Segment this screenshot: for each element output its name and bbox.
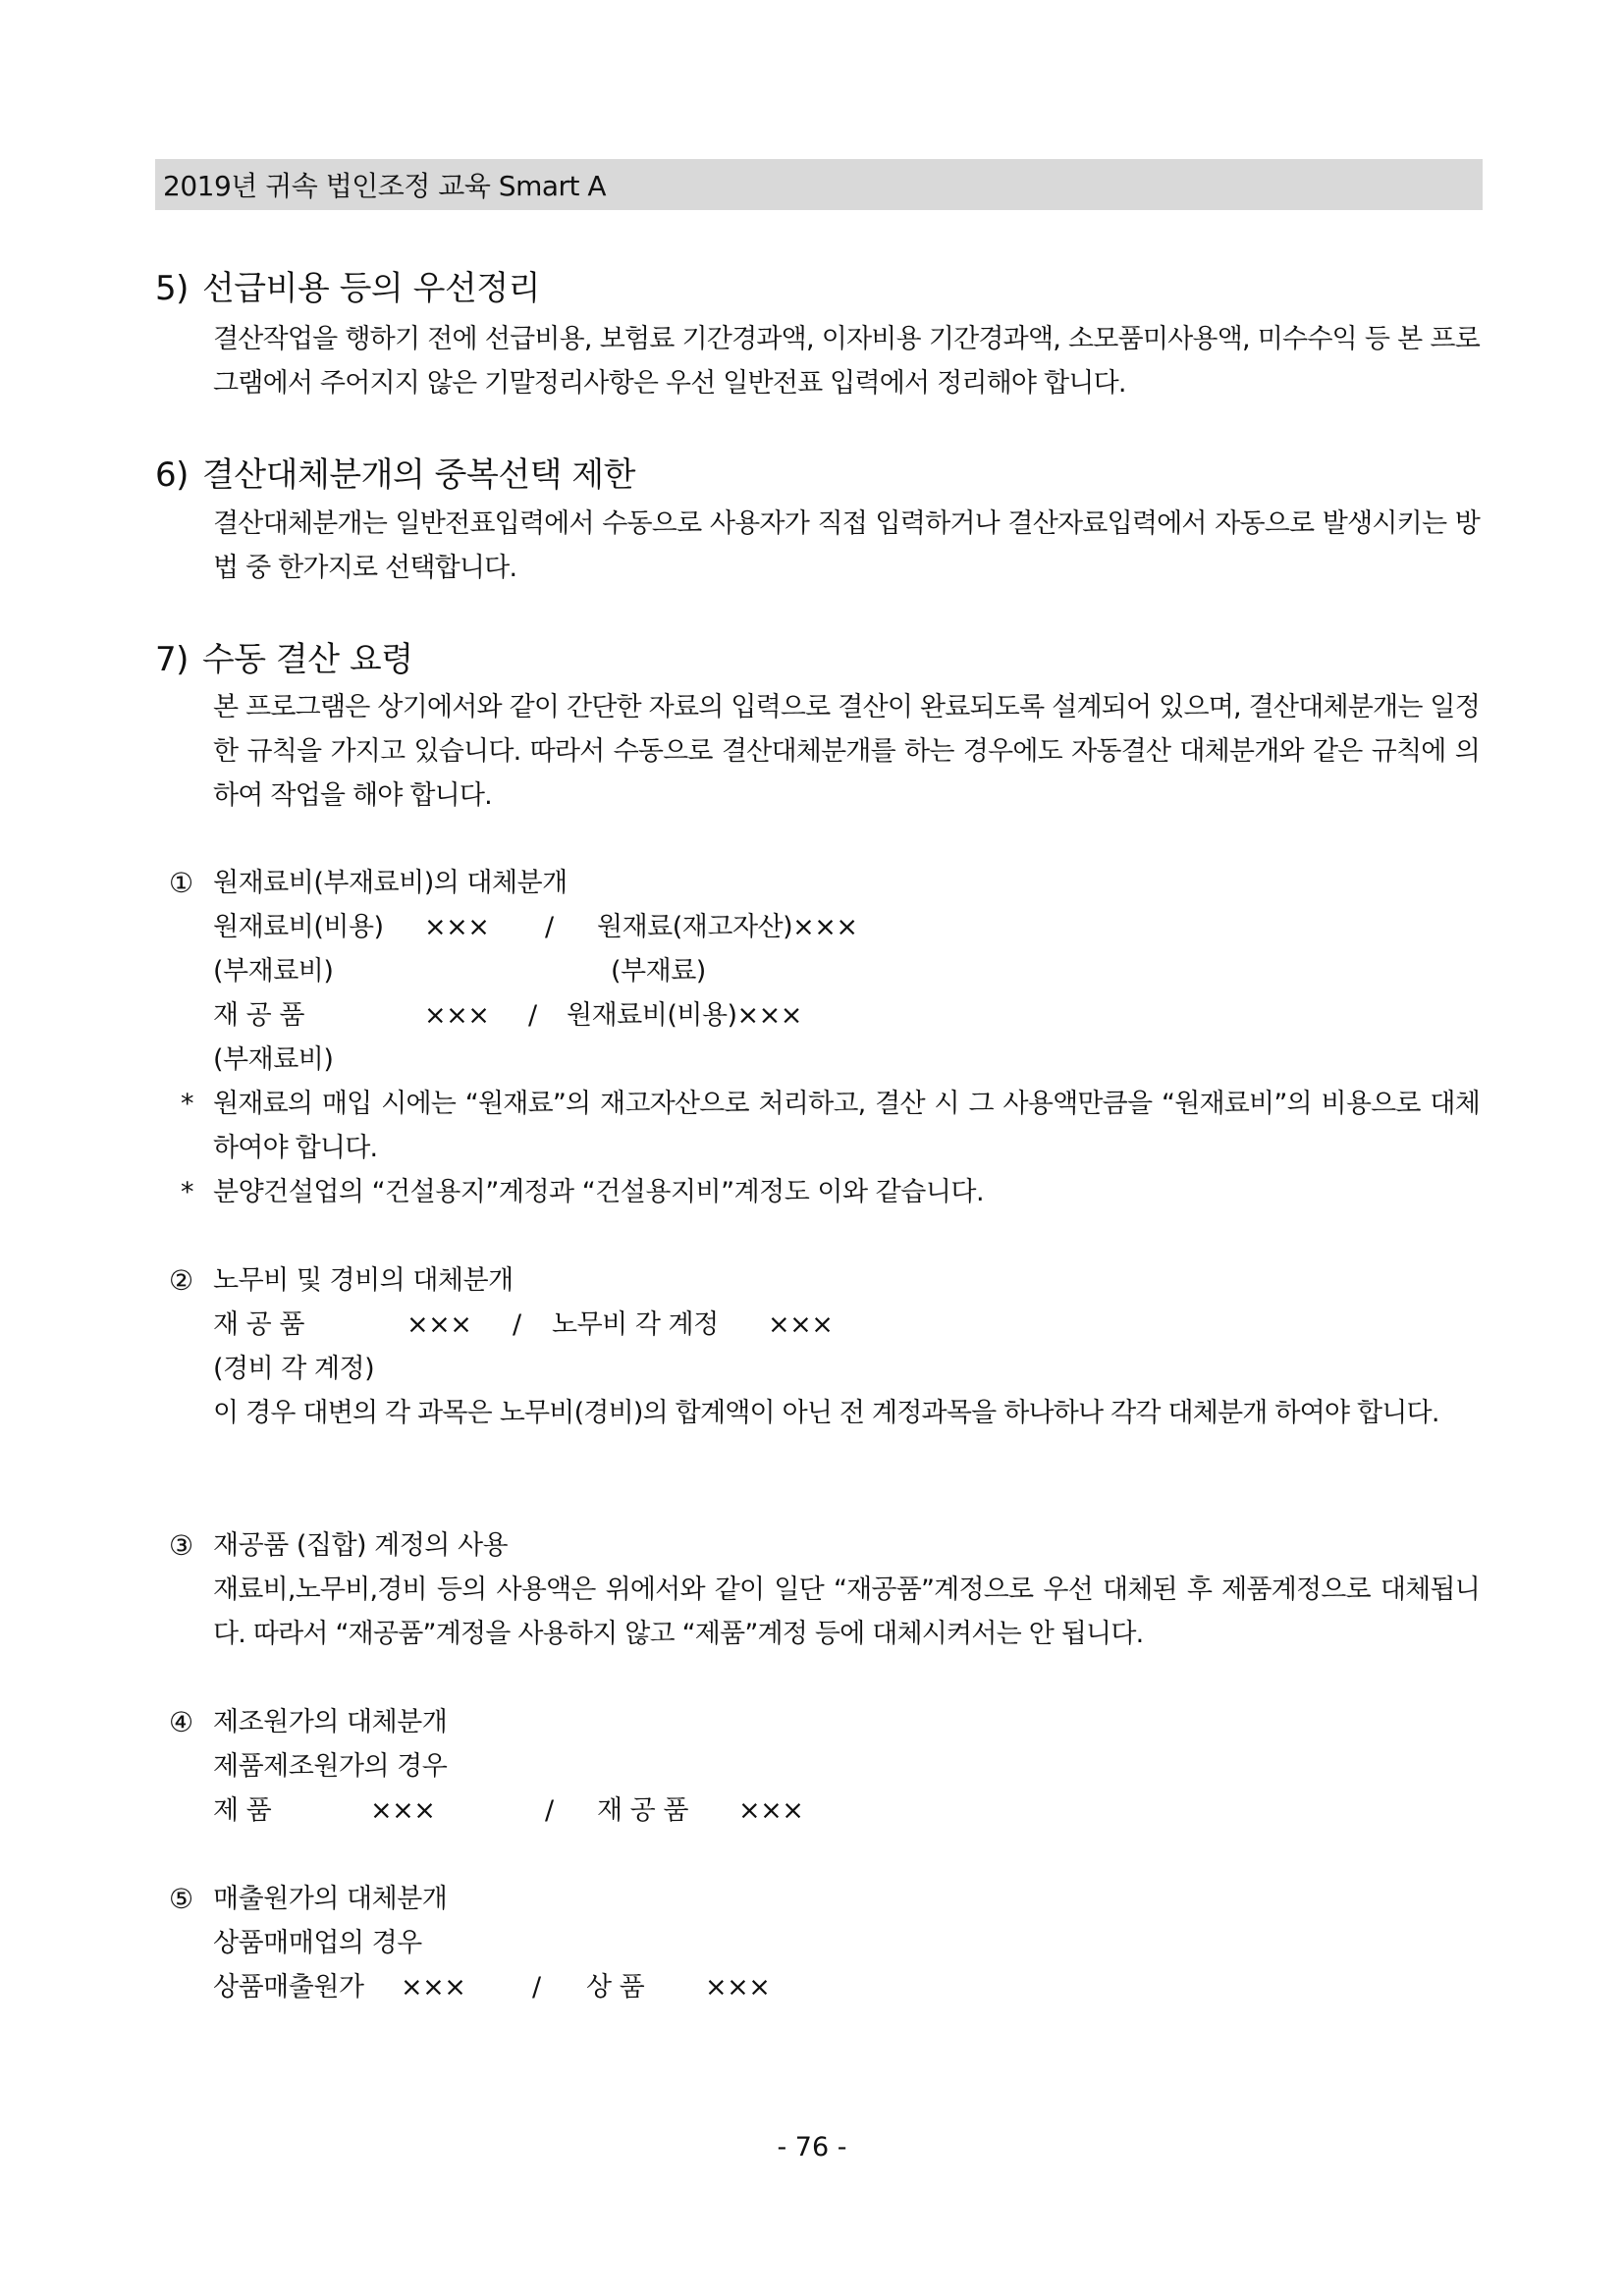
- item-4-subtitle: 제품제조원가의 경우: [213, 1751, 448, 1782]
- item-5-subtitle: 상품매매업의 경우: [213, 1928, 422, 1958]
- item-1-note2: 분양건설업의 “건설용지”계정과 “건설용지비”계정도 이와 같습니다.: [213, 1177, 985, 1207]
- section-5-number: 5): [155, 269, 189, 308]
- item-2-row1-amount: ×××: [406, 1309, 472, 1340]
- item-5-row1-amount: ×××: [401, 1972, 466, 2002]
- item-2-title: 노무비 및 경비의 대체분개: [213, 1265, 514, 1296]
- item-2-body: 이 경우 대변의 각 과목은 노무비(경비)의 합계액이 아닌 전 계정과목을 하나하나 각각 대체분개 하여야 합니다.: [213, 1398, 1439, 1428]
- item-4-marker: ④: [169, 1706, 194, 1738]
- item-3-body: 재료비,노무비,경비 등의 사용액은 위에서와 같이 일단 “재공품”계정으로 우선 대체된 후 제품계정으로 대체됩니다. 따라서 “재공품”계정을 사용하지 않고 “제품”계정 등에 대체시켜서는 안 됩니다.: [213, 1575, 1480, 1649]
- section-6-title: [155, 454, 635, 497]
- item-1-row2-credit: (부재료): [611, 956, 706, 987]
- item-1-row2-debit: (부재료비): [213, 956, 334, 987]
- item-1-row1-amount: ×××: [424, 912, 490, 942]
- item-4-row1-amount: ×××: [370, 1795, 436, 1826]
- item-1-title: 원재료비(부재료비)의 대체분개: [213, 868, 568, 898]
- section-5-title: [155, 267, 540, 310]
- item-5-row1-debit: 상품매출원가: [213, 1972, 364, 2002]
- item-5-title: 매출원가의 대체분개: [213, 1884, 448, 1914]
- section-7-number: 7): [155, 640, 189, 679]
- item-5-row1-credit-amount: ×××: [705, 1972, 771, 2002]
- item-1-row4-debit: (부재료비): [213, 1044, 334, 1075]
- item-1-note1-star: *: [181, 1089, 194, 1119]
- item-2-row1-credit: 노무비 각 계정: [552, 1309, 719, 1340]
- item-1-row3-debit: 재 공 품: [213, 1000, 304, 1031]
- item-1-row3-amount: ×××: [424, 1000, 490, 1031]
- item-2-row1-credit-amount: ×××: [768, 1309, 834, 1340]
- item-2-marker: ②: [169, 1264, 194, 1297]
- page-header: [155, 159, 1483, 210]
- item-1-note1: 원재료의 매입 시에는 “원재료”의 재고자산으로 처리하고, 결산 시 그 사용액만큼을 “원재료비”의 비용으로 대체 하여야 합니다.: [213, 1089, 1480, 1163]
- section-7-title: [155, 638, 413, 681]
- item-4-row1-debit: 제 품: [213, 1795, 272, 1826]
- item-2-row1-debit: 재 공 품: [213, 1309, 304, 1340]
- section-7-body: 본 프로그램은 상기에서와 같이 간단한 자료의 입력으로 결산이 완료되도록 설계되어 있으며, 결산대체분개는 일정한 규칙을 가지고 있습니다. 따라서 수동으로 결산대체분개를 하는 경우에도 자동결산 대체분개와 같은 규칙에 의하여 작업을 해야 합니다.: [213, 692, 1480, 811]
- page-number: - 76 -: [777, 2132, 847, 2163]
- section-5-body: 결산작업을 행하기 전에 선급비용, 보험료 기간경과액, 이자비용 기간경과액, 소모품미사용액, 미수수익 등 본 프로그램에서 주어지지 않은 기말정리사항은 우선 일반전표 입력에서 정리해야 합니다.: [213, 324, 1480, 399]
- section-6-number: 6): [155, 455, 189, 495]
- section-6-body: 결산대체분개는 일반전표입력에서 수동으로 사용자가 직접 입력하거나 결산자료입력에서 자동으로 발생시키는 방법 중 한가지로 선택합니다.: [213, 508, 1480, 583]
- item-5-marker: ⑤: [169, 1883, 194, 1915]
- page-header-title: 2019년 귀속 법인조정 교육 Smart A: [163, 170, 607, 202]
- item-1-row1-slash: /: [545, 912, 554, 942]
- item-3-marker: ③: [169, 1529, 194, 1562]
- section-7-heading: 수동 결산 요령: [201, 640, 413, 679]
- item-4-row1-credit-amount: ×××: [738, 1795, 804, 1826]
- item-2-row2-debit: (경비 각 계정): [213, 1354, 375, 1384]
- item-5-row1-credit: 상 품: [586, 1972, 645, 2002]
- item-1-row3-credit: 원재료비(비용)×××: [567, 1000, 802, 1031]
- item-4-row1-slash: /: [545, 1795, 554, 1826]
- item-1-row1-debit: 원재료비(비용): [213, 912, 384, 942]
- item-3-title: 재공품 (집합) 계정의 사용: [213, 1530, 509, 1561]
- section-5-heading: 선급비용 등의 우선정리: [201, 269, 540, 308]
- item-4-row1-credit: 재 공 품: [597, 1795, 688, 1826]
- item-1-row3-slash: /: [528, 1000, 537, 1031]
- item-5-row1-slash: /: [532, 1972, 541, 2002]
- section-6-heading: 결산대체분개의 중복선택 제한: [201, 455, 635, 495]
- item-4-title: 제조원가의 대체분개: [213, 1707, 448, 1737]
- item-2-row1-slash: /: [513, 1309, 521, 1340]
- item-1-note2-star: *: [181, 1177, 194, 1207]
- item-1-marker: ①: [169, 867, 194, 899]
- item-1-row1-credit: 원재료(재고자산)×××: [597, 912, 858, 942]
